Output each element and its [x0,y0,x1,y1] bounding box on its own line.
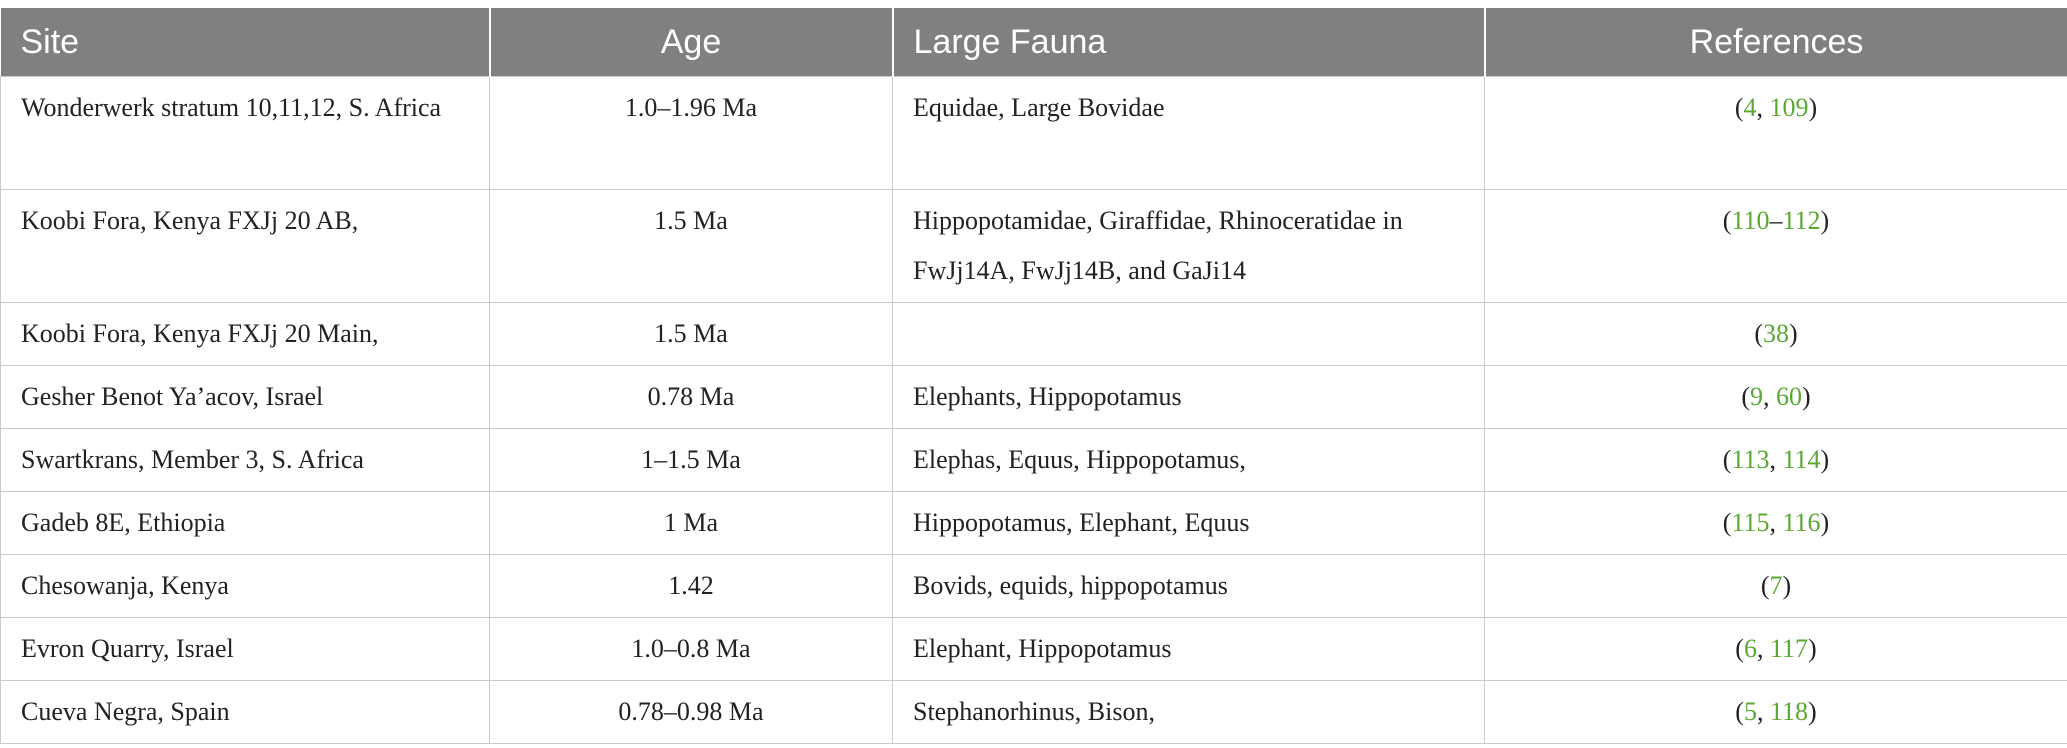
reference-link[interactable]: 113 [1731,445,1770,474]
table-row [1,492,2067,555]
reference-link[interactable]: 116 [1782,508,1821,537]
fauna-cell: Elephant, Hippopotamus [893,618,1485,681]
fauna-cell: Hippopotamus, Elephant, Equus [893,492,1485,555]
close-paren: ) [1820,508,1830,537]
references-cell [1485,618,2067,681]
header-age: Age [490,8,893,77]
table-row [1,303,2067,366]
reference-link[interactable]: 6 [1743,634,1757,663]
references-cell [1485,681,2067,744]
ref-separator: , [1763,382,1776,411]
header-references: References [1485,8,2067,77]
open-paren: ( [1722,206,1732,235]
table-row [1,429,2067,492]
reference-link[interactable]: 118 [1769,697,1809,726]
age-cell: 1.0–1.96 Ma [490,77,893,190]
ref-separator: , [1756,634,1770,663]
reference-link[interactable]: 114 [1782,445,1821,474]
open-paren: ( [1722,508,1732,537]
reference-link[interactable]: 7 [1769,571,1783,600]
open-paren: ( [1722,445,1732,474]
age-cell: 1–1.5 Ma [490,429,893,492]
close-paren: ) [1782,571,1792,600]
open-paren: ( [1754,319,1763,348]
open-paren: ( [1734,93,1744,122]
close-paren: ) [1802,382,1811,411]
reference-link[interactable]: 112 [1782,206,1821,235]
age-cell: 0.78 Ma [490,366,893,429]
ref-separator: – [1769,206,1783,235]
age-cell: 1.42 [490,555,893,618]
table-row [1,366,2067,429]
age-cell: 1 Ma [490,492,893,555]
reference-link[interactable]: 60 [1776,382,1802,411]
open-paren: ( [1741,382,1750,411]
fauna-cell: Bovids, equids, hippopotamus [893,555,1485,618]
reference-link[interactable]: 115 [1731,508,1770,537]
table-row [1,555,2067,618]
fauna-cell: Elephants, Hippopotamus [893,366,1485,429]
site-cell: Koobi Fora, Kenya FXJj 20 Main, [1,303,490,366]
header-row [1,8,2067,77]
site-cell: Chesowanja, Kenya [1,555,490,618]
close-paren: ) [1820,206,1830,235]
reference-link[interactable]: 5 [1743,697,1757,726]
table-row [1,77,2067,190]
header-large-fauna: Large Fauna [893,8,1485,77]
ref-separator: , [1756,697,1770,726]
reference-link[interactable]: 110 [1731,206,1770,235]
ref-separator: , [1769,445,1783,474]
references-cell [1485,77,2067,190]
reference-link[interactable]: 38 [1763,319,1789,348]
age-cell: 0.78–0.98 Ma [490,681,893,744]
references-cell [1485,555,2067,618]
close-paren: ) [1820,445,1830,474]
references-cell [1485,492,2067,555]
table-row [1,681,2067,744]
reference-link[interactable]: 117 [1769,634,1809,663]
site-cell: Gesher Benot Ya’acov, Israel [1,366,490,429]
open-paren: ( [1735,697,1744,726]
reference-link[interactable]: 4 [1743,93,1757,122]
table-row [1,190,2067,303]
table-row [1,618,2067,681]
references-cell [1485,190,2067,303]
references-cell [1485,303,2067,366]
references-cell [1485,429,2067,492]
ref-separator: , [1756,93,1770,122]
age-cell: 1.0–0.8 Ma [490,618,893,681]
close-paren: ) [1808,93,1818,122]
references-cell [1485,366,2067,429]
age-cell: 1.5 Ma [490,303,893,366]
fauna-cell [893,303,1485,366]
fauna-cell: Stephanorhinus, Bison, [893,681,1485,744]
age-cell: 1.5 Ma [490,190,893,303]
ref-separator: , [1769,508,1783,537]
fauna-table [0,8,2067,744]
fauna-cell: Equidae, Large Bovidae [893,77,1485,190]
site-cell: Swartkrans, Member 3, S. Africa [1,429,490,492]
reference-link[interactable]: 9 [1750,382,1763,411]
close-paren: ) [1789,319,1798,348]
close-paren: ) [1808,697,1817,726]
site-cell: Koobi Fora, Kenya FXJj 20 AB, [1,190,490,303]
site-cell: Gadeb 8E, Ethiopia [1,492,490,555]
site-cell: Wonderwerk stratum 10,11,12, S. Africa [1,77,490,190]
fauna-cell: Hippopotamidae, Giraffidae, Rhinoceratidae in FwJj14A, FwJj14B, and GaJi14 [893,190,1485,303]
open-paren: ( [1735,634,1744,663]
site-cell: Cueva Negra, Spain [1,681,490,744]
reference-link[interactable]: 109 [1769,93,1809,122]
close-paren: ) [1808,634,1817,663]
header-site: Site [1,8,490,77]
site-cell: Evron Quarry, Israel [1,618,490,681]
open-paren: ( [1760,571,1770,600]
fauna-cell: Elephas, Equus, Hippopotamus, [893,429,1485,492]
